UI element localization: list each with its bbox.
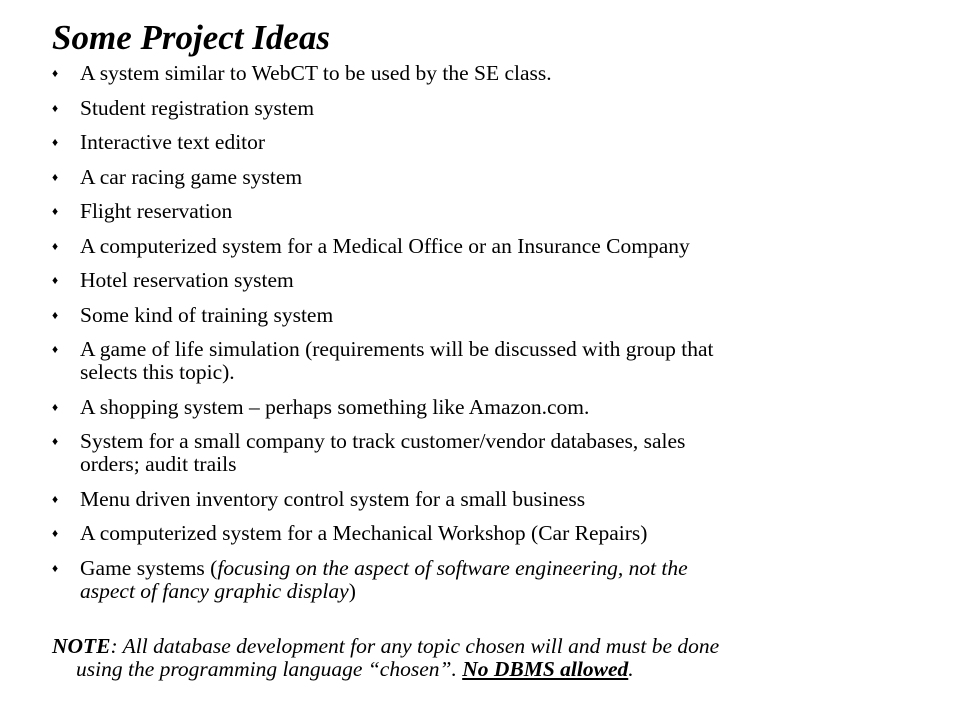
list-item	[52, 396, 912, 419]
list-item-italic-line-2: aspect of fancy graphic display	[80, 578, 349, 603]
list-item-text-prefix: Game systems (	[80, 555, 218, 580]
list-item	[52, 97, 912, 120]
list-item-text-suffix: )	[348, 578, 356, 603]
list-item	[52, 269, 912, 292]
list-item	[52, 522, 912, 545]
diamond-bullet-icon: ♦	[52, 526, 59, 540]
list-item	[52, 131, 912, 154]
note-end: .	[628, 657, 634, 681]
list-item-text: A computerized system for a Medical Office or an Insurance Company	[80, 233, 690, 258]
diamond-bullet-icon: ♦	[52, 342, 59, 356]
list-item-text-line-2: selects this topic).	[80, 360, 235, 384]
list-item-text-line-1: A game of life simulation (requirements will be discussed with group that	[80, 337, 714, 361]
note-line-2-wrap	[52, 658, 912, 681]
list-item	[52, 166, 912, 189]
note-emphasis: No DBMS allowed	[462, 657, 629, 681]
list-item	[52, 338, 912, 384]
slide-title: Some Project Ideas	[52, 18, 331, 57]
diamond-bullet-icon: ♦	[52, 135, 59, 149]
list-item-text: Student registration system	[80, 95, 315, 120]
list-item-text: Some kind of training system	[80, 302, 334, 327]
diamond-bullet-icon: ♦	[52, 238, 59, 253]
list-item-italic-line-1: focusing on the aspect of software engineering, not the	[217, 555, 688, 580]
diamond-bullet-icon: ♦	[52, 100, 59, 115]
list-item	[52, 430, 912, 476]
list-item	[52, 235, 912, 258]
list-item	[52, 304, 912, 327]
list-item-text: A computerized system for a Mechanical Workshop (Car Repairs)	[80, 521, 648, 545]
diamond-bullet-icon: ♦	[52, 560, 59, 575]
list-item-text: Flight reservation	[80, 199, 233, 223]
note-line-1: : All database development for any topic chosen will and must be done	[110, 634, 720, 658]
note-line-2: using the programming language “chosen”.	[76, 657, 463, 681]
diamond-bullet-icon: ♦	[52, 204, 59, 218]
bullet-list	[52, 62, 912, 614]
list-item-text: Interactive text editor	[80, 130, 266, 154]
list-item-text: A system similar to WebCT to be used by the SE class.	[80, 61, 552, 85]
note-label: NOTE	[52, 634, 111, 658]
list-item	[52, 557, 912, 603]
diamond-bullet-icon: ♦	[52, 273, 59, 287]
diamond-bullet-icon: ♦	[52, 399, 59, 414]
list-item	[52, 200, 912, 223]
diamond-bullet-icon: ♦	[52, 169, 59, 184]
diamond-bullet-icon: ♦	[52, 307, 59, 322]
diamond-bullet-icon: ♦	[52, 434, 59, 448]
list-item-text-line-2: orders; audit trails	[80, 452, 237, 476]
list-item-text: A car racing game system	[80, 164, 303, 189]
list-item-text: Menu driven inventory control system for a small business	[80, 486, 586, 511]
list-item	[52, 62, 912, 85]
list-item-text: A shopping system – perhaps something like Amazon.com.	[80, 394, 590, 419]
list-item-text-line-1: System for a small company to track customer/vendor databases, sales	[80, 429, 686, 453]
note-paragraph	[52, 635, 912, 681]
list-item-text: Hotel reservation system	[80, 268, 294, 292]
diamond-bullet-icon: ♦	[52, 491, 59, 506]
diamond-bullet-icon: ♦	[52, 66, 59, 80]
list-item	[52, 488, 912, 511]
